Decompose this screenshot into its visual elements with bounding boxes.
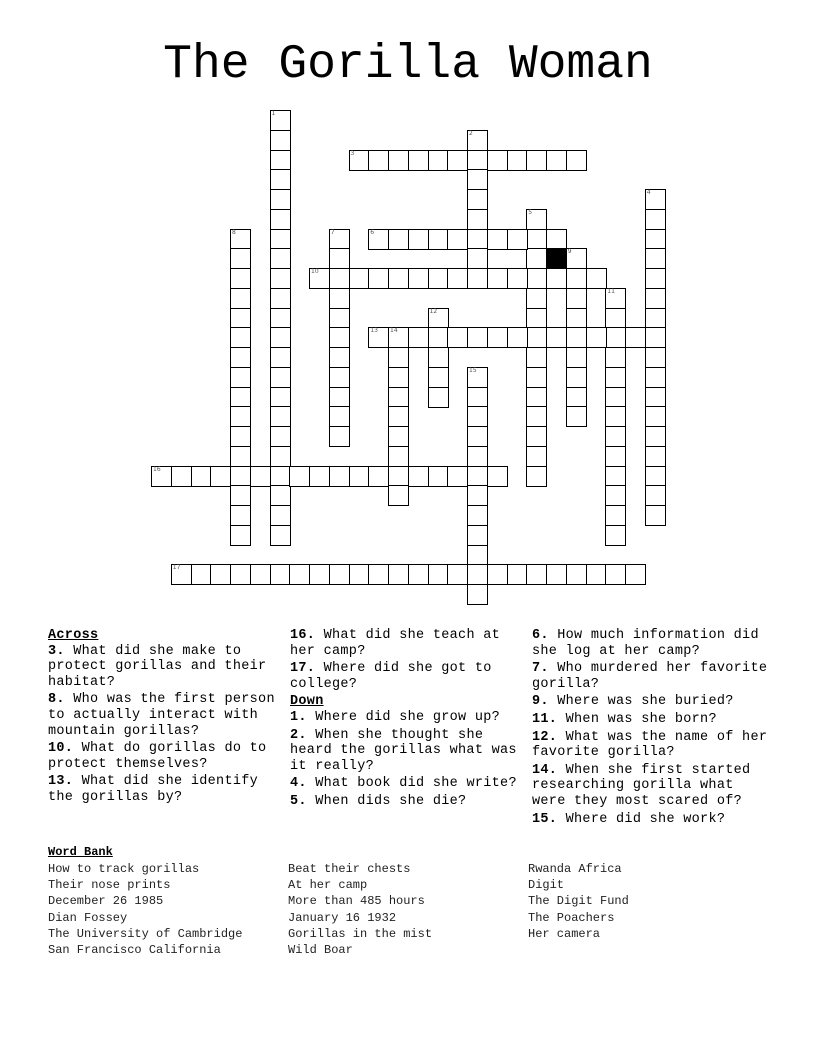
grid-cell [270,209,291,230]
grid-cell [526,347,547,368]
clue-down-5: 5. When dids she die? [290,793,467,809]
word-bank-title: Word Bank [48,845,113,859]
grid-cell [605,466,626,487]
grid-cell [230,367,251,388]
clue-number: 2 [469,129,473,137]
grid-cell [546,564,567,585]
grid-cell [645,268,666,289]
grid-cell [645,466,666,487]
grid-cell [645,189,666,210]
grid-cell [586,268,607,289]
grid-cell [447,150,468,171]
clues-column-2 [290,628,522,812]
grid-cell [270,169,291,190]
grid-cell [526,308,547,329]
clue-number: 1 [271,110,276,117]
grid-cell [230,308,251,329]
grid-cell [270,525,291,546]
grid-cell [270,229,291,250]
grid-cell [329,426,350,447]
grid-cell [605,327,626,348]
grid-cell [368,564,389,585]
grid-cell [309,466,330,487]
grid-cell [566,268,587,289]
grid-cell [151,466,172,487]
grid-cell [526,150,547,171]
word-bank-item: The Digit Fund [528,894,629,909]
grid-cell [329,347,350,368]
grid-cell [388,367,409,388]
grid-cell [230,387,251,408]
grid-cell [566,367,587,388]
down-heading: Down [290,694,324,710]
grid-cell [270,150,291,171]
grid-cell [230,446,251,467]
grid-cell [645,347,666,368]
grid-cell [467,150,488,171]
grid-cell [487,229,508,250]
grid-cell [191,466,212,487]
clue-down-15: 15. Where did she work? [532,811,726,827]
grid-cell [388,406,409,427]
grid-cell [368,327,389,348]
clue-across-13: 13. What did she identify the gorillas by? [48,774,259,805]
grid-cell [526,406,547,427]
grid-cell [467,505,488,526]
grid-cell [428,466,449,487]
grid-cell [270,505,291,526]
clue-number: 6 [370,228,375,236]
grid-cell [605,347,626,368]
grid-cell [388,268,409,289]
grid-cell [329,387,350,408]
grid-cell [487,150,508,171]
grid-cell [210,564,231,585]
word-bank-item: How to track gorillas [48,862,200,876]
grid-cell [428,229,449,250]
grid-cell [230,248,251,269]
grid-cell [270,327,291,348]
grid-cell [566,327,587,348]
grid-cell [467,406,488,427]
grid-cell [270,446,291,467]
grid-cell [329,288,350,309]
grid-cell [388,426,409,447]
grid-cell [368,268,389,289]
clue-number: 14 [390,327,398,335]
grid-cell [289,564,310,585]
grid-cell [645,505,666,526]
grid-cell [645,288,666,309]
grid-cell [408,268,429,289]
clues-column-3 [532,628,772,829]
grid-cell [270,268,291,289]
grid-cell [526,367,547,388]
grid-cell [566,150,587,171]
word-bank-item: Digit [528,878,565,893]
grid-cell [586,564,607,585]
grid-cell [349,466,370,487]
grid-cell [270,367,291,388]
grid-cell [487,564,508,585]
grid-cell [467,229,488,250]
grid-cell [645,209,666,230]
grid-cell [309,268,330,289]
grid-cell [408,466,429,487]
grid-cell [408,564,429,585]
grid-cell [349,564,370,585]
grid-cell [605,308,626,329]
grid-cell [408,327,429,348]
grid-cell [171,564,192,585]
clue-down-1: 1. Where did she grow up? [290,709,501,725]
grid-cell [645,485,666,506]
clue-number: 8 [232,228,236,236]
grid-cell [388,485,409,506]
grid-cell [270,426,291,447]
grid-cell [546,229,567,250]
grid-cell [230,406,251,427]
grid-cell [605,485,626,506]
grid-cell [329,564,350,585]
grid-cell [487,268,508,289]
grid-cell [625,564,646,585]
grid-cell [388,564,409,585]
clue-number: 3 [350,149,355,157]
grid-cell [566,406,587,427]
grid-cell [645,367,666,388]
grid-cell [171,466,192,487]
grid-cell [428,268,449,289]
grid-cell [349,268,370,289]
grid-cell [447,229,468,250]
clue-number: 16 [153,465,161,473]
grid-cell [368,466,389,487]
grid-cell [467,485,488,506]
grid-cell [605,564,626,585]
grid-cell [507,564,528,585]
grid-cell [467,446,488,467]
grid-cell [230,229,251,250]
word-bank-item: Rwanda Africa [528,862,622,876]
grid-cell [210,466,231,487]
grid-cell [270,485,291,506]
word-bank-column-2 [288,861,432,958]
grid-cell [428,347,449,368]
grid-cell [526,446,547,467]
grid-cell [526,564,547,585]
word-bank-item: Dian Fossey [48,910,128,925]
clue-number: 10 [311,268,319,275]
grid-cell [230,327,251,348]
grid-cell [368,150,389,171]
grid-cell [428,387,449,408]
grid-cell [289,466,310,487]
grid-cell [250,466,271,487]
grid-cell [428,308,449,329]
grid-cell [566,248,587,269]
grid-cell [507,229,528,250]
grid-cell [270,189,291,210]
grid-cell [428,150,449,171]
clue-number: 15 [469,366,477,374]
clue-down-14: 14. When she first started researching gorilla what were they most scared of? [532,762,751,809]
clue-number: 4 [646,189,651,196]
clue-across-17: 17. Where did she got to college? [290,661,492,692]
grid-cell [329,406,350,427]
grid-cell [270,248,291,269]
word-bank-item: January 16 1932 [288,910,397,925]
grid-cell [605,505,626,526]
word-bank-column-3 [528,861,629,942]
word-bank-item: Her camera [528,926,601,941]
grid-cell [487,466,508,487]
grid-cell [526,426,547,447]
grid-cell [605,525,626,546]
word-bank-item: At her camp [288,878,368,893]
grid-cell [546,327,567,348]
grid-cell [467,209,488,230]
word-bank-item: The University of Cambridge [48,926,243,941]
grid-cell [230,466,251,487]
grid-cell [586,327,607,348]
grid-cell [270,387,291,408]
grid-cell [447,268,468,289]
grid-cell [408,229,429,250]
clue-number: 12 [429,307,438,315]
clue-number: 11 [607,287,615,295]
grid-cell [645,426,666,447]
grid-cell [270,308,291,329]
grid-cell [645,387,666,408]
clue-across-3: 3. What did she make to protect gorillas and their habitat? [48,643,267,690]
grid-cell [467,327,488,348]
grid-cell [467,367,488,388]
word-bank-item: Wild Boar [288,943,353,958]
grid-cell [388,229,409,250]
grid-cell [566,347,587,368]
grid-cell [566,387,587,408]
grid-cell [645,327,666,348]
clue-down-11: 11. When was she born? [532,711,717,727]
clue-down-6: 6. How much information did she log at her camp? [532,628,759,659]
grid-cell [467,130,488,151]
grid-cell [467,564,488,585]
grid-cell [230,268,251,289]
grid-cell [329,466,350,487]
word-bank-item: Beat their chests [288,862,411,876]
grid-cell [526,229,547,250]
grid-cell [270,406,291,427]
grid-cell [447,327,468,348]
grid-cell [408,150,429,171]
grid-cell [428,367,449,388]
grid-cell [467,545,488,566]
grid-cell [507,327,528,348]
grid-cell [270,130,291,151]
grid-cell [605,406,626,427]
grid-cell [645,446,666,467]
grid-cell [645,308,666,329]
grid-cell [467,466,488,487]
grid-cell [566,564,587,585]
clue-across-10: 10. What do gorillas do to protect themselves? [48,741,267,772]
grid-cell [645,248,666,269]
grid-cell [270,288,291,309]
grid-cell [467,426,488,447]
grid-cell [526,288,547,309]
grid-cell [566,288,587,309]
clue-down-9: 9. Where was she buried? [532,694,734,710]
grid-cell [428,564,449,585]
clue-number: 9 [567,248,572,256]
grid-cell [349,150,370,171]
clue-down-4: 4. What book did she write? [290,776,517,792]
clue-number: 13 [370,327,378,335]
grid-cell [507,150,528,171]
grid-cell [230,525,251,546]
grid-cell [388,446,409,467]
grid-cell [230,485,251,506]
grid-cell [270,110,291,131]
grid-cell [526,209,547,230]
clue-down-7: 7. Who murdered her favorite gorilla? [532,661,768,692]
grid-cell [329,327,350,348]
grid-cell [526,466,547,487]
grid-cell [566,308,587,329]
grid-cell [526,248,547,269]
grid-cell [230,347,251,368]
clue-down-12: 12. What was the name of her favorite gorilla? [532,729,768,761]
grid-cell [230,288,251,309]
grid-cell [388,387,409,408]
word-bank-item: The Poachers [528,910,615,925]
grid-cell [270,347,291,368]
grid-cell [329,248,350,269]
grid-cell [467,268,488,289]
grid-cell [388,150,409,171]
grid-cell [546,150,567,171]
grid-cell [329,308,350,329]
clues-column-1 [48,628,284,808]
grid-cell [507,268,528,289]
clue-number: 7 [330,228,335,236]
grid-cell [605,288,626,309]
word-bank-item: More than 485 hours [288,894,425,909]
grid-cell [546,268,567,289]
grid-cell [329,367,350,388]
grid-cell [250,564,271,585]
grid-cell [428,327,449,348]
grid-cell [487,327,508,348]
grid-cell [526,268,547,289]
grid-cell [467,189,488,210]
grid-cell [230,426,251,447]
grid-cell [467,248,488,269]
black-square [546,248,567,269]
grid-cell [447,466,468,487]
grid-cell [625,327,646,348]
grid-cell [645,406,666,427]
word-bank-item: San Francisco California [48,943,221,958]
grid-cell [230,564,251,585]
word-bank-column-1 [48,861,242,958]
grid-cell [270,564,291,585]
grid-cell [467,387,488,408]
grid-cell [605,446,626,467]
grid-cell [270,466,291,487]
grid-cell [191,564,212,585]
grid-cell [526,327,547,348]
word-bank-item: Their nose prints [48,878,171,893]
across-heading: Across [48,628,99,643]
page-title: The Gorilla Woman [163,38,653,92]
grid-cell [447,564,468,585]
grid-cell [388,347,409,368]
grid-cell [645,229,666,250]
grid-cell [329,229,350,250]
word-bank-item: December 26 1985 [48,894,164,909]
word-bank-item: Gorillas in the mist [288,926,433,941]
clue-number: 17 [172,564,181,572]
clue-across-16: 16. What did she teach at her camp? [290,628,501,659]
grid-cell [309,564,330,585]
grid-cell [605,367,626,388]
grid-cell [368,229,389,250]
grid-cell [467,525,488,546]
grid-cell [230,505,251,526]
grid-cell [526,387,547,408]
grid-cell [467,169,488,190]
clue-number: 5 [528,208,533,216]
grid-cell [467,584,488,605]
grid-cell [388,466,409,487]
grid-cell [605,426,626,447]
clue-across-8: 8. Who was the first person to actually interact with mountain gorillas? [48,692,275,739]
grid-cell [388,327,409,348]
clue-down-2: 2. When she thought she heard the gorillas what was it really? [290,727,517,774]
grid-cell [329,268,350,289]
grid-cell [605,387,626,408]
